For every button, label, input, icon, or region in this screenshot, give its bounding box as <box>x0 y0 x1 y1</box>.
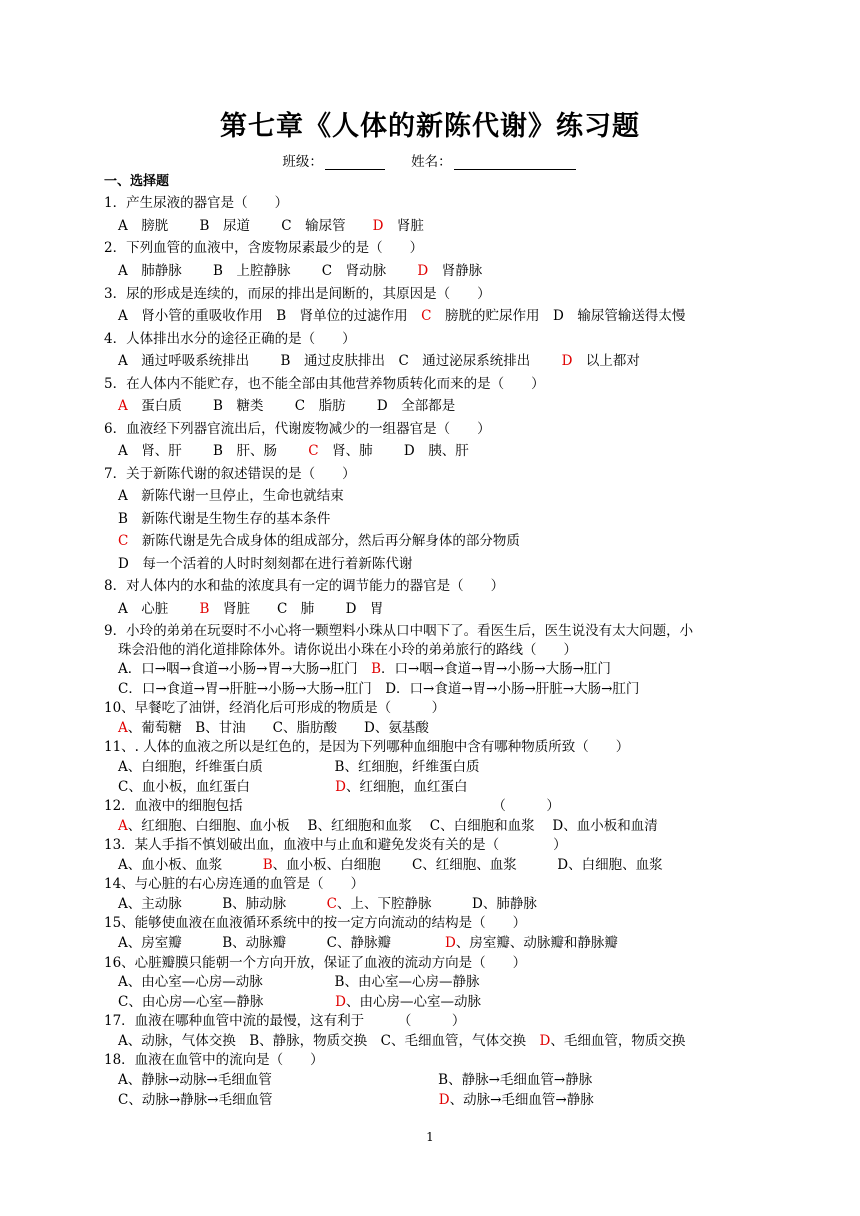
question-9-cont: 珠会沿他的消化道排除体外。请你说出小珠在小玲的弟弟旅行的路线（ ） <box>118 642 577 658</box>
options-15: A、房室瓣 B、动脉瓣 C、静脉瓣 D、房室瓣、动脉瓣和静脉瓣 <box>118 935 618 951</box>
options-18ab: A、静脉→动脉→毛细血管 B、静脉→毛细血管→静脉 <box>118 1072 593 1088</box>
answer-mark: C <box>421 308 432 324</box>
answer-mark: A <box>118 720 128 736</box>
options-12: A、红细胞、白细胞、血小板 B、红细胞和血浆 C、白细胞和血浆 D、血小板和血清 <box>118 818 658 834</box>
page-number: 1 <box>426 1130 434 1144</box>
page-title: 第七章《人体的新陈代谢》练习题 <box>220 111 640 142</box>
answer-mark: B <box>262 857 273 873</box>
options-10: A、葡萄糖 B、甘油 C、脂肪酸 D、氨基酸 <box>118 720 429 736</box>
question-7: 7．关于新陈代谢的叙述错误的是（ ） <box>104 466 356 482</box>
class-label: 班级： <box>282 154 323 170</box>
answer-mark: D <box>335 779 346 795</box>
question-14: 14、与心脏的右心房连通的血管是（ ） <box>104 876 365 892</box>
question-10: 10、早餐吃了油饼，经消化后可形成的物质是（ ） <box>104 700 446 716</box>
answer-mark: D <box>372 218 384 234</box>
answer-mark: C <box>118 533 129 549</box>
question-6: 6．血液经下列器官流出后，代谢废物减少的一组器官是（ ） <box>104 421 491 437</box>
option-7d: D 每一个活着的人时时刻刻都在进行着新陈代谢 <box>118 556 413 572</box>
answer-mark: D <box>445 935 456 951</box>
options-2: A 肺静脉 B 上腔静脉 C 肾动脉 D 肾静脉 <box>118 263 483 279</box>
question-8: 8．对人体内的水和盐的浓度具有一定的调节能力的器官是（ ） <box>104 578 505 594</box>
class-blank[interactable] <box>325 155 385 170</box>
question-9: 9．小玲的弟弟在玩耍时不小心将一颗塑料小珠从口中咽下了。看医生后，医生说没有太大问题，小 <box>104 623 694 639</box>
answer-mark: B <box>199 601 210 617</box>
options-17: A、动脉，气体交换 B、静脉，物质交换 C、毛细血管，气体交换 D、毛细血管，物质交换 <box>118 1033 686 1049</box>
options-8: A 心脏 B 肾脏 C 肺 D 胃 <box>118 601 384 617</box>
options-6: A 肾、肝 B 肝、肠 C 肾、肺 D 胰、肝 <box>118 443 469 459</box>
options-13: A、血小板、血浆 B、血小板、白细胞 C、红细胞、血浆 D、白细胞、血浆 <box>118 857 663 873</box>
question-12: 12．血液中的细胞包括 （ ） <box>104 798 560 814</box>
answer-mark: D <box>561 353 573 369</box>
option-7c: C 新陈代谢是先合成身体的组成部分，然后再分解身体的部分物质 <box>118 533 520 549</box>
answer-mark: D <box>539 1033 551 1049</box>
question-1: 1．产生尿液的器官是（ ） <box>104 195 289 211</box>
student-info <box>0 150 860 170</box>
options-5: A 蛋白质 B 糖类 C 脂肪 D 全部都是 <box>118 398 456 414</box>
answer-mark: A <box>118 818 128 834</box>
question-11: 11、. 人体的血液之所以是红色的，是因为下列哪种血细胞中含有哪种物质所致（ ） <box>104 739 630 755</box>
name-label: 姓名： <box>411 154 452 170</box>
question-17: 17．血液在哪种血管中流的最慢，这有利于 （ ） <box>104 1013 466 1029</box>
options-16cd: C、由心房—心室—静脉 D、由心房—心室—动脉 <box>118 994 481 1010</box>
section-heading: 一、选择题 <box>104 174 170 189</box>
question-5: 5．在人体内不能贮存，也不能全部由其他营养物质转化而来的是（ ） <box>104 376 545 392</box>
options-9ab: A．口→咽→食道→小肠→胃→大肠→肛门 B．口→咽→食道→胃→小肠→大肠→肛门 <box>118 661 611 677</box>
options-4: A 通过呼吸系统排出 B 通过皮肤排出 C 通过泌尿系统排出 D 以上都对 <box>118 353 640 369</box>
answer-mark: C <box>326 896 338 912</box>
option-7b: B 新陈代谢是生物生存的基本条件 <box>118 511 331 527</box>
option-7a: A 新陈代谢一旦停止，生命也就结束 <box>118 488 344 504</box>
question-2: 2．下列血管的血液中，含废物尿素最少的是（ ） <box>104 240 424 256</box>
question-16: 16、心脏瓣膜只能朝一个方向开放，保证了血液的流动方向是（ ） <box>104 955 527 971</box>
options-11ab: A、白细胞，纤维蛋白质 B、红细胞，纤维蛋白质 <box>118 759 480 775</box>
name-blank[interactable] <box>454 155 576 170</box>
question-13: 13．某人手指不慎划破出血，血液中与止血和避免发炎有关的是（ ） <box>104 837 567 853</box>
answer-mark: A <box>118 398 128 414</box>
options-18cd: C、动脉→静脉→毛细血管 D、动脉→毛细血管→静脉 <box>118 1092 594 1108</box>
options-11cd: C、血小板，血红蛋白 D、红细胞，血红蛋白 <box>118 779 468 795</box>
question-3: 3．尿的形成是连续的，而尿的排出是间断的，其原因是（ ） <box>104 286 491 302</box>
options-3: A 肾小管的重吸收作用 B 肾单位的过滤作用 C 膀胱的贮尿作用 D 输尿管输送得太慢 <box>118 308 686 324</box>
question-15: 15、能够使血液在血液循环系统中的按一定方向流动的结构是（ ） <box>104 915 527 931</box>
answer-mark: C <box>308 443 319 459</box>
options-16ab: A、由心室—心房—动脉 B、由心室—心房—静脉 <box>118 974 480 990</box>
question-18: 18．血液在血管中的流向是（ ） <box>104 1052 324 1068</box>
answer-mark: D <box>417 263 429 279</box>
answer-mark: D <box>438 1092 450 1108</box>
question-4: 4．人体排出水分的途径正确的是（ ） <box>104 331 356 347</box>
options-14: A、主动脉 B、肺动脉 C、上、下腔静脉 D、肺静脉 <box>118 896 537 912</box>
options-9cd: C．口→食道→胃→肝脏→小肠→大肠→肛门 D．口→食道→胃→小肠→肝脏→大肠→肛门 <box>118 681 640 697</box>
answer-mark: D <box>335 994 346 1010</box>
answer-mark: B <box>371 661 382 677</box>
options-1: A 膀胱 B 尿道 C 输尿管 D 肾脏 <box>118 218 424 234</box>
